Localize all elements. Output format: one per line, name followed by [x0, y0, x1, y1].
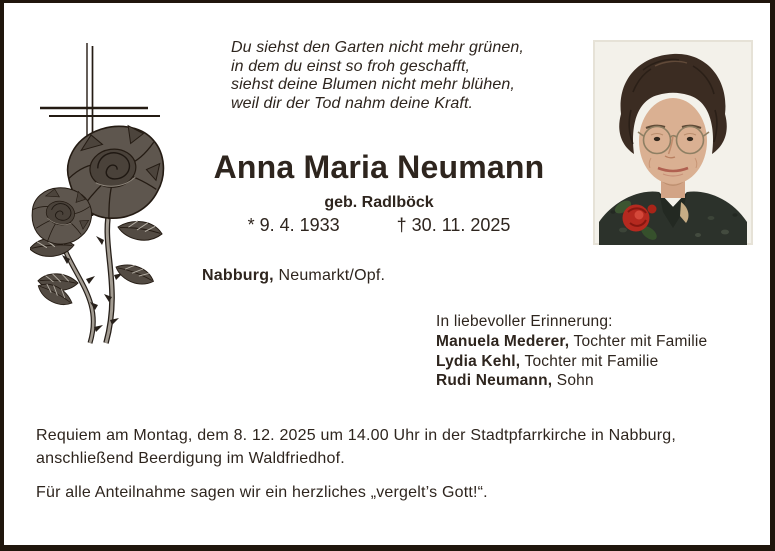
funeral-line: anschließend Beerdigung im Waldfriedhof.: [36, 449, 345, 467]
mourner-entry: [436, 332, 707, 352]
mourner-relation: Sohn: [552, 372, 594, 390]
residence-region: Neumarkt/Opf.: [273, 267, 386, 284]
birth-date: * 9. 4. 1933: [247, 215, 340, 235]
maiden-name: geb. Radlböck: [324, 194, 434, 211]
poem-line: siehst deine Blumen nicht mehr blühen,: [231, 76, 515, 94]
funeral-line: Requiem am Montag, dem 8. 12. 2025 um 14.00 Uhr in der Stadtpfarrkirche in Nabburg,: [36, 427, 677, 444]
mourner-name: Lydia Kehl,: [436, 352, 521, 370]
roses-icon: [30, 120, 170, 343]
cross-and-roses-illustration: [30, 35, 195, 355]
residence-place: Nabburg,: [202, 267, 274, 284]
mourner-name: Rudi Neumann,: [436, 372, 553, 390]
mourners-intro: In liebevoller Erinnerung:: [436, 313, 613, 330]
memorial-poem: [231, 39, 524, 113]
poem-line: weil dir der Tod nahm deine Kraft.: [231, 94, 474, 112]
life-dates: [188, 215, 570, 236]
residence-line: [202, 267, 385, 285]
thanks-line: Für alle Anteilnahme sagen wir ein herzliches „vergelt’s Gott!“.: [36, 484, 488, 501]
mourner-relation: Tochter mit Familie: [569, 332, 708, 350]
mourner-entry: [436, 352, 707, 372]
funeral-info: [36, 425, 676, 470]
portrait-photo: [593, 40, 753, 245]
poem-line: in dem du einst so froh geschafft,: [231, 57, 471, 75]
poem-line: Du siehst den Garten nicht mehr grünen,: [231, 39, 524, 56]
mourner-name: Manuela Mederer,: [436, 332, 570, 350]
death-date: † 30. 11. 2025: [396, 215, 511, 235]
mourners-block: [436, 312, 707, 391]
deceased-name: Anna Maria Neumann: [213, 149, 545, 185]
mourner-relation: Tochter mit Familie: [520, 352, 659, 370]
mourner-entry: [436, 371, 707, 391]
